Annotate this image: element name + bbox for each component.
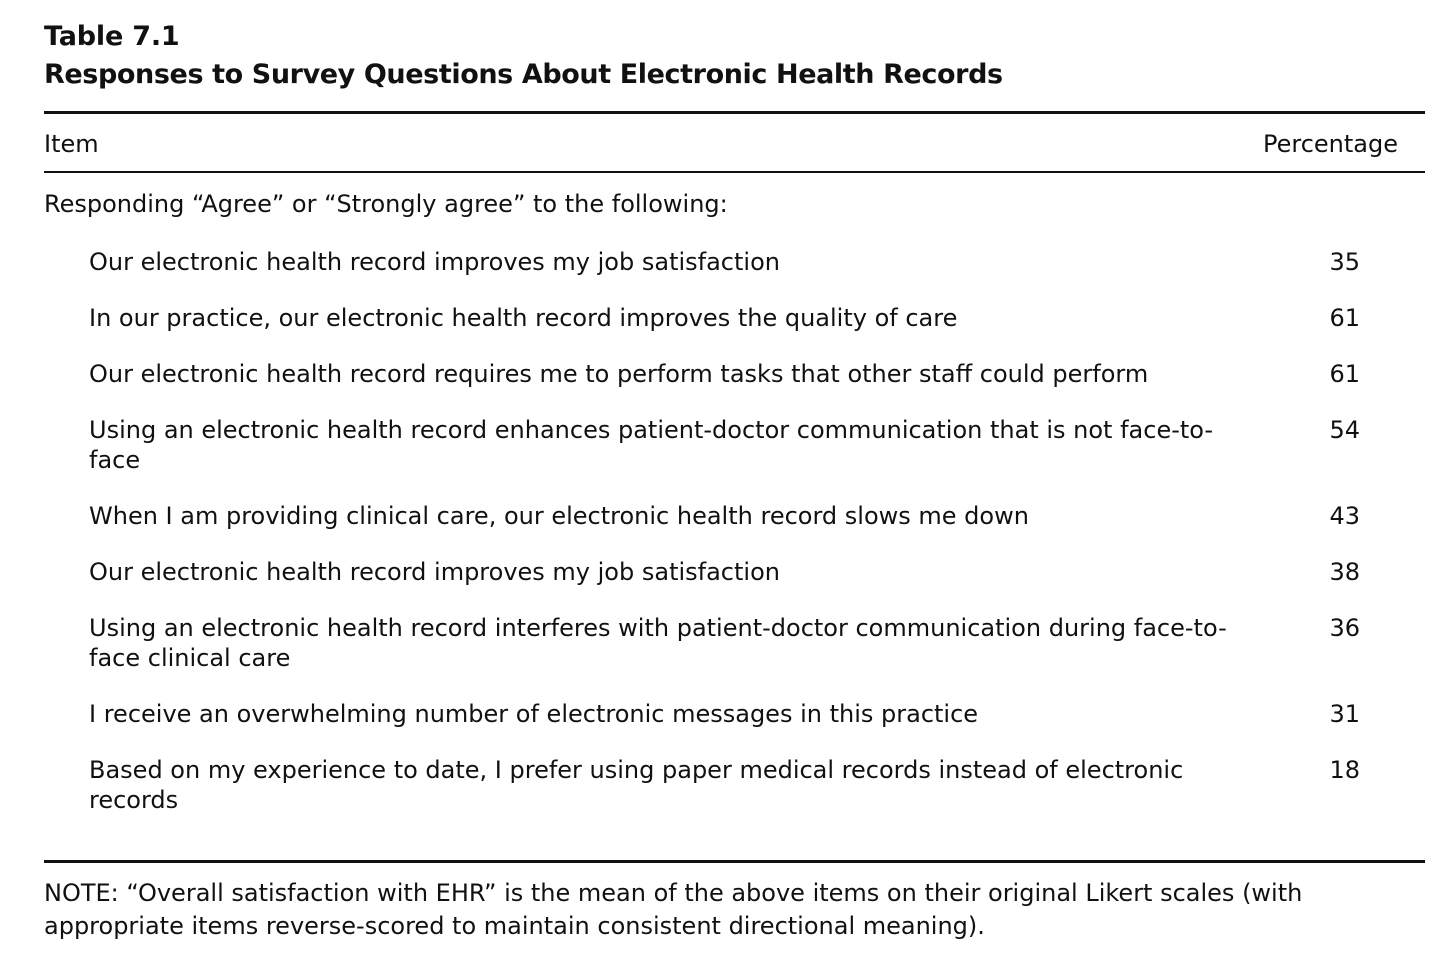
row-item: Our electronic health record improves my job satisfaction — [89, 248, 780, 276]
table-row — [0, 359, 1456, 389]
table-body — [0, 247, 1456, 841]
row-item: Using an electronic health record enhances patient-doctor communication that is not face-to-face — [89, 416, 1214, 474]
table-number: Table 7.1 — [44, 21, 180, 52]
table-row — [0, 501, 1456, 531]
top-rule — [44, 111, 1425, 114]
table-row — [0, 613, 1456, 673]
row-percentage: 36 — [1329, 614, 1360, 642]
row-percentage: 61 — [1329, 360, 1360, 388]
row-percentage: 38 — [1329, 558, 1360, 586]
table-row — [0, 755, 1456, 815]
table-title: Responses to Survey Questions About Electronic Health Records — [44, 59, 1003, 90]
row-percentage: 54 — [1329, 416, 1360, 444]
table-row — [0, 247, 1456, 277]
row-item: When I am providing clinical care, our electronic health record slows me down — [89, 502, 1029, 530]
section-heading: Responding “Agree” or “Strongly agree” to the following: — [44, 190, 728, 218]
row-percentage: 35 — [1329, 248, 1360, 276]
row-percentage: 61 — [1329, 304, 1360, 332]
row-item: Using an electronic health record interferes with patient-doctor communication during face-to-face clinical care — [89, 614, 1227, 672]
row-percentage: 31 — [1329, 700, 1360, 728]
column-header-item: Item — [44, 130, 99, 158]
table-row — [0, 415, 1456, 475]
row-item: Based on my experience to date, I prefer using paper medical records instead of electronic records — [89, 756, 1184, 814]
row-item: I receive an overwhelming number of electronic messages in this practice — [89, 700, 979, 728]
row-percentage: 18 — [1329, 756, 1360, 784]
table-row — [0, 699, 1456, 729]
table-row — [0, 557, 1456, 587]
row-percentage: 43 — [1329, 502, 1360, 530]
header-rule — [44, 171, 1425, 173]
row-item: In our practice, our electronic health record improves the quality of care — [89, 304, 958, 332]
row-item: Our electronic health record requires me to perform tasks that other staff could perform — [89, 360, 1149, 388]
bottom-rule — [44, 860, 1425, 863]
row-item: Our electronic health record improves my job satisfaction — [89, 558, 780, 586]
table-row — [0, 303, 1456, 333]
column-header-percentage: Percentage — [1262, 130, 1398, 158]
table-note: NOTE: “Overall satisfaction with EHR” is the mean of the above items on their original Likert scales (with appropriate items reverse-scored to maintain consistent directional meaning). — [44, 879, 1303, 940]
